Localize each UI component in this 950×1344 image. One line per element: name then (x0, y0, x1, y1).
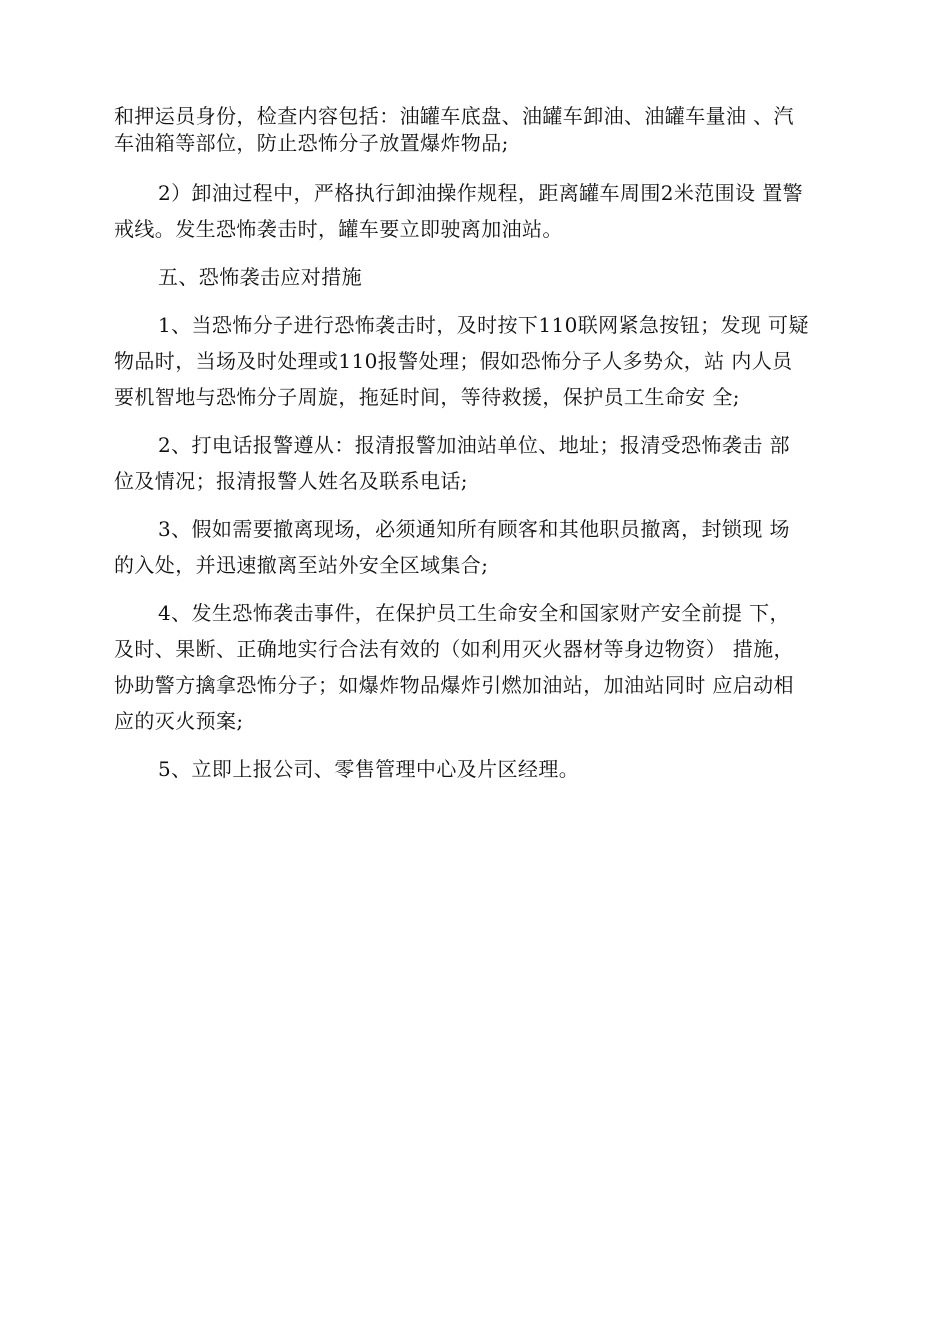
text-line: 2、打电话报警遵从：报清报警加油站单位、地址；报清受恐怖袭击 部 (158, 433, 790, 457)
paragraph-unloading-procedure (114, 175, 834, 247)
text-line: 和押运员身份，检查内容包括：油罐车底盘、油罐车卸油、油罐车量油 、汽 (114, 104, 794, 128)
paragraph-item-1 (114, 307, 834, 415)
text-line: 车油箱等部位，防止恐怖分子放置爆炸物品; (114, 131, 509, 155)
text-line: 五、恐怖袭击应对措施 (158, 265, 362, 289)
text-line: 位及情况；报清报警人姓名及联系电话; (114, 469, 468, 493)
text-line: 应的灭火预案; (114, 709, 244, 733)
text-line: 要机智地与恐怖分子周旋，拖延时间，等待救援，保护员工生命安 全; (114, 385, 740, 409)
text-line: 1、当恐怖分子进行恐怖袭击时，及时按下110联网紧急按钮；发现 可疑 (158, 313, 809, 337)
paragraph-item-4 (114, 595, 834, 739)
paragraph-item-3 (114, 511, 834, 583)
text-line: 戒线。发生恐怖袭击时，罐车要立即驶离加油站。 (114, 217, 563, 241)
text-line: 3、假如需要撤离现场，必须通知所有顾客和其他职员撤离，封锁现 场 (158, 517, 790, 541)
text-line: 协助警方擒拿恐怖分子；如爆炸物品爆炸引燃加油站，加油站同时 应启动相 (114, 673, 794, 697)
text-line: 及时、果断、正确地实行合法有效的（如利用灭火器材等身边物资） 措施， (114, 637, 794, 661)
paragraph-item-5 (114, 751, 834, 787)
text-line: 物品时，当场及时处理或110报警处理；假如恐怖分子人多势众，站 内人员 (114, 349, 793, 373)
text-line: 2）卸油过程中，严格执行卸油操作规程，距离罐车周围2米范围设 置警 (158, 181, 804, 205)
text-line: 的入处，并迅速撤离至站外安全区域集合; (114, 553, 489, 577)
paragraph-item-2 (114, 427, 834, 499)
text-line: 4、发生恐怖袭击事件，在保护员工生命安全和国家财产安全前提 下， (158, 601, 790, 625)
section-heading-response-measures (114, 259, 834, 295)
text-line: 5、立即上报公司、零售管理中心及片区经理。 (158, 757, 580, 781)
paragraph-inspection-continuation (114, 103, 834, 157)
document-body (114, 103, 834, 799)
